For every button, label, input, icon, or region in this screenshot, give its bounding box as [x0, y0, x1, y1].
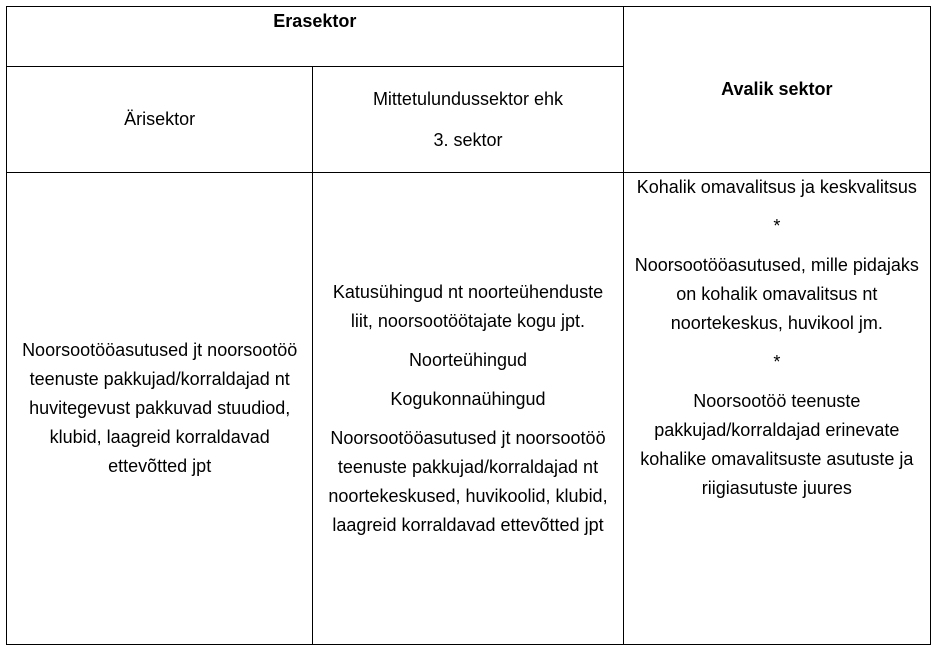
avalik-item: Kohalik omavalitsus ja keskvalitsus [636, 177, 917, 197]
avalik-sektor-cell [623, 173, 930, 645]
mittetulundus-item: Noorteühingud [408, 349, 528, 370]
avalik-item: Noorsootööasutused, mille pidajaks on kohalik omavalitsus nt noortekeskus, huvikool jm. [634, 255, 919, 333]
body-row [7, 173, 931, 645]
mittetulundussektor-cell [313, 173, 623, 645]
arisektor-cell [7, 173, 313, 645]
mittetulundussektor-header-line2: 3. sektor [433, 129, 503, 150]
avalik-sektor-header: Avalik sektor [623, 7, 930, 173]
separator-asterisk: * [773, 352, 781, 372]
separator-asterisk: * [773, 216, 781, 236]
mittetulundussektor-header [313, 67, 623, 173]
mittetulundus-item: Kogukonnaühingud [390, 388, 546, 409]
mittetulundus-item: Noorsootööasutused jt noorsootöö teenuste pakkujad/korraldajad nt noortekeskused, huvikoolid, klubid, laagreid korraldavad ettevõtted jpt [328, 427, 608, 535]
avalik-item: Noorsootöö teenuste pakkujad/korraldajad erinevate kohalike omavalitsuste asutuste ja riigiasutuste juures [640, 391, 914, 498]
header-row-1 [7, 7, 931, 67]
mittetulundus-item: Katusühingud nt noorteühenduste liit, noorsootöötajate kogu jpt. [332, 281, 604, 331]
arisektor-text: Noorsootööasutused jt noorsootöö teenuste pakkujad/korraldajad nt huvitegevust pakkuvad stuudiod, klubid, laagreid korraldavad ettevõtted jpt [22, 340, 298, 476]
mittetulundussektor-header-line1: Mittetulundussektor ehk [372, 88, 564, 109]
arisektor-header: Ärisektor [7, 67, 313, 173]
sectors-table [6, 6, 931, 645]
erasektor-header: Erasektor [7, 7, 624, 67]
